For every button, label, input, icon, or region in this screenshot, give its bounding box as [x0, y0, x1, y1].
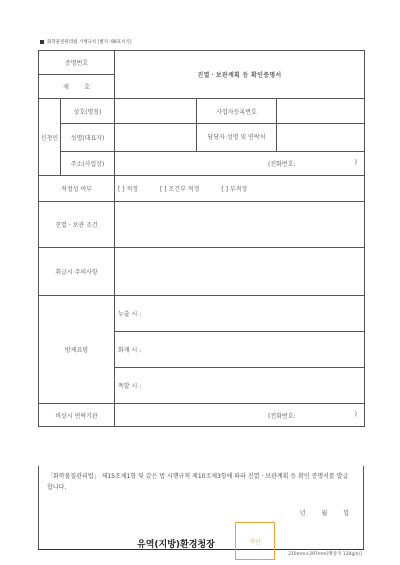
- applicant-label: 신청인: [39, 99, 61, 176]
- trade-name-value[interactable]: [115, 99, 197, 124]
- issue-date: 년 월 일: [299, 510, 349, 517]
- option-unsuitable[interactable]: [ ] 부적정: [221, 186, 248, 193]
- display-storage-cond-value[interactable]: [115, 202, 365, 248]
- document-title: 진열ㆍ보관계획 등 확인증명서: [115, 51, 365, 99]
- form-header-note: [40, 39, 132, 45]
- emergency-phone-label: (전화번호:: [268, 412, 296, 420]
- address-value[interactable]: [115, 152, 365, 176]
- rep-name-value[interactable]: [115, 124, 197, 152]
- issuer-name: 유역(지방)환경청장: [137, 540, 215, 550]
- emergency-phone-close: ): [354, 410, 357, 418]
- handling-notes-value[interactable]: [115, 248, 365, 296]
- declaration-section: [38, 466, 364, 550]
- doc-no-label: 제 호: [39, 75, 115, 99]
- emergency-contact-label: 비상시 연락기관: [39, 404, 115, 427]
- declaration-text: 「화학물질관리법」 제15조제1항 및 같은 법 시행규칙 제10조제3항에 따라 진열ㆍ보관계획 등 확인 증명서를 발급합니다.: [47, 473, 349, 491]
- form-table: [38, 50, 365, 427]
- address-label: 주소(사업장): [61, 152, 115, 176]
- phone-close: ): [354, 159, 357, 166]
- option-conditional[interactable]: [ ] 조건부 적정: [160, 186, 200, 193]
- cert-no-label: 증명번호: [39, 51, 115, 75]
- paper-spec-note: 210mm×297mm[백상지 120g/㎡]: [288, 552, 362, 557]
- business-reg-label: 사업자등록번호: [197, 99, 277, 124]
- contact-person-value[interactable]: [277, 124, 365, 152]
- prevention-leak[interactable]: 누출 시 :: [115, 296, 365, 332]
- business-reg-value[interactable]: [277, 99, 365, 124]
- option-suitable[interactable]: [ ] 적정: [118, 186, 139, 193]
- prevention-label: 방제요령: [39, 296, 115, 404]
- certificate-form: [38, 50, 364, 550]
- seal-label: 직인: [249, 538, 261, 546]
- suitability-options: [115, 176, 365, 202]
- phone-label: (전화번호:: [268, 161, 296, 168]
- trade-name-label: 상호(명칭): [61, 99, 115, 124]
- official-seal-box: [235, 522, 275, 560]
- emergency-contact-value[interactable]: [115, 404, 365, 427]
- prevention-explosion[interactable]: 폭발 시 :: [115, 368, 365, 404]
- square-bullet-icon: [40, 40, 44, 44]
- form-header-text: 화학물질관리법 시행규칙 [별지 제8호서식]: [47, 40, 132, 45]
- contact-person-label: 담당자 성명 및 연락처: [197, 124, 277, 152]
- suitability-label: 적정성 여부: [39, 176, 115, 202]
- handling-notes-label: 취급시 주의사항: [39, 248, 115, 296]
- rep-name-label: 성명(대표자): [61, 124, 115, 152]
- prevention-fire[interactable]: 화재 시 :: [115, 332, 365, 368]
- display-storage-cond-label: 진열ㆍ보관 조건: [39, 202, 115, 248]
